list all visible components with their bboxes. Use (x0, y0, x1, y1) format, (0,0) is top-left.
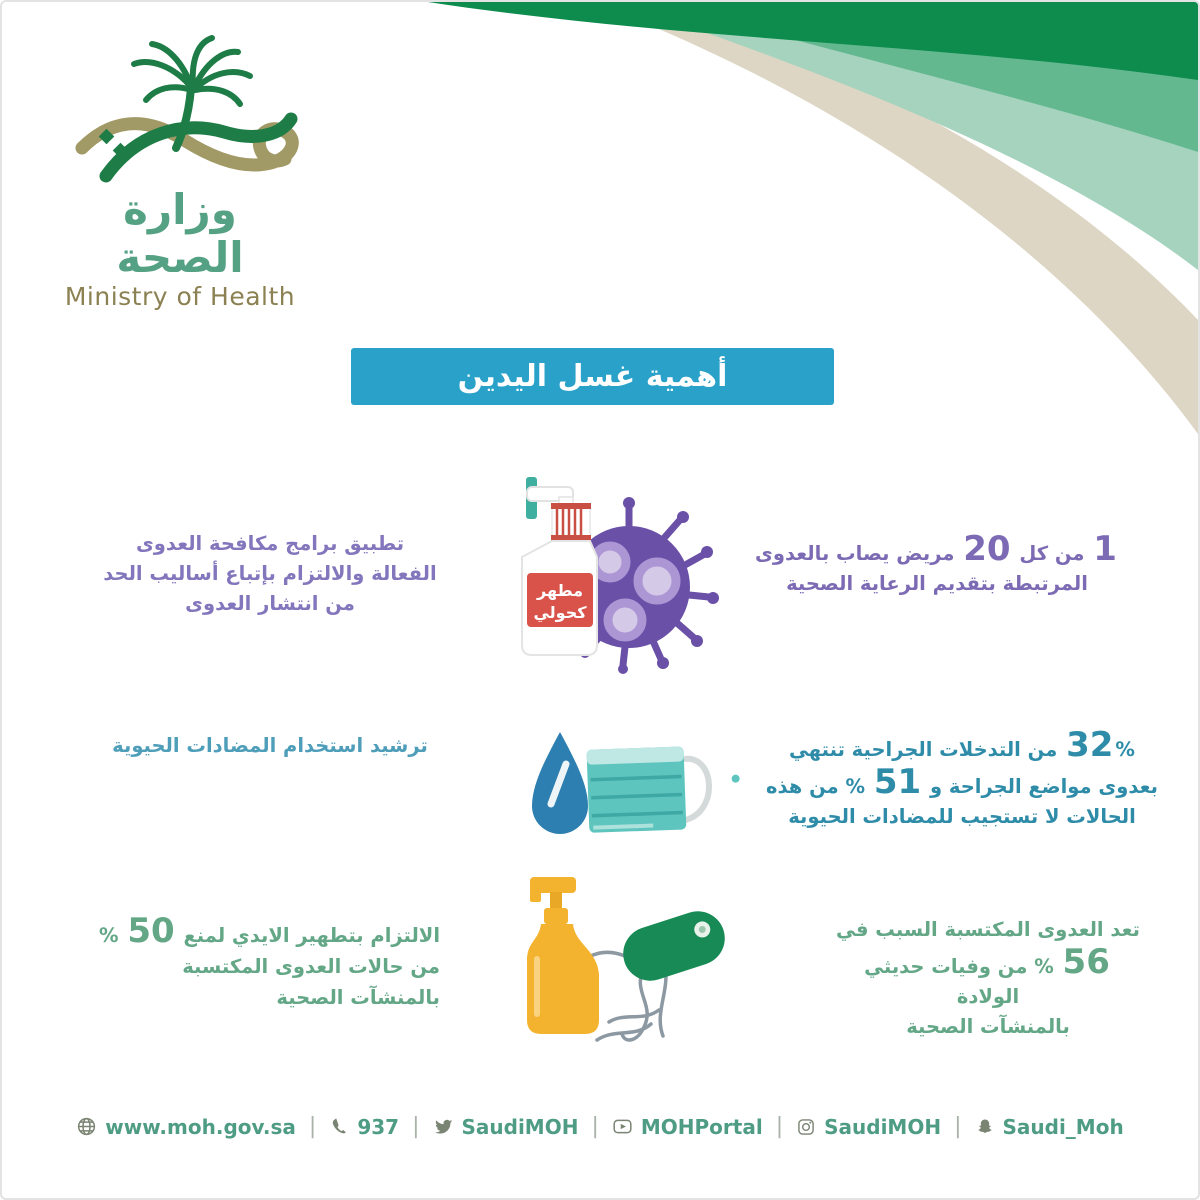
text-line (744, 569, 1130, 599)
footer-phone-label: 937 (357, 1114, 400, 1139)
twitter-icon (433, 1116, 454, 1137)
section1-left-text (94, 529, 446, 619)
footer-phone[interactable] (329, 1115, 399, 1139)
footer-contact-bar (2, 1114, 1198, 1139)
text-segment: تطبيق برامج مكافحة العدوى (135, 532, 405, 555)
text-segment: % من هذه (766, 775, 872, 798)
text-segment: ترشيد استخدام المضادات الحيوية (112, 734, 428, 757)
page-title: أهمية غسل اليدين (351, 348, 834, 405)
text-segment: الحالات لا تستجيب للمضادات الحيوية (788, 805, 1136, 828)
text-line (94, 529, 446, 559)
instagram-icon (796, 1117, 816, 1137)
bottle-label-line1: مطهر (536, 581, 584, 600)
section3-left-text (97, 911, 440, 1013)
sanitizer-bottle-and-virus-icon (497, 465, 737, 675)
statistic-number: 50 (127, 911, 175, 951)
text-line (832, 915, 1144, 945)
footer-twitter-label: SaudiMOH (461, 1114, 579, 1139)
moh-logo-mark (54, 28, 306, 186)
footer-youtube-label: MOHPortal (640, 1114, 763, 1139)
text-line (92, 731, 448, 761)
footer-snapchat[interactable] (975, 1115, 1124, 1139)
text-segment: بالمنشآت الصحية (276, 986, 440, 1009)
section3-right-text (832, 915, 1144, 1042)
text-segment: من انتشار العدوى (185, 592, 355, 615)
text-segment: % (99, 924, 126, 947)
section2-left-text (92, 731, 448, 761)
text-segment: من كل (1012, 542, 1092, 565)
footer-separator: | (954, 1114, 962, 1139)
text-segment: الفعالة والالتزام بإتباع أساليب الحد (103, 562, 437, 585)
text-line (94, 559, 446, 589)
text-segment: مريض يصاب بالعدوى (755, 542, 962, 565)
text-segment: تعد العدوى المكتسبة السبب في (836, 918, 1140, 941)
water-drop-and-face-mask-icon (520, 716, 750, 850)
footer-instagram-label: SaudiMOH (824, 1114, 942, 1139)
text-line (832, 1012, 1144, 1042)
water-drop-icon (532, 732, 588, 834)
soap-pump-bottle-icon (527, 877, 599, 1034)
text-line (97, 951, 440, 982)
face-mask-icon (587, 745, 742, 833)
text-line (97, 982, 440, 1013)
text-segment: % من وفيات حديثي الولادة (864, 955, 1061, 1008)
logo-title-arabic: وزارة الصحة (116, 185, 244, 282)
footer-twitter[interactable] (433, 1115, 579, 1139)
text-segment: % من التدخلات الجراحية تنتهي (789, 738, 1135, 761)
youtube-icon (612, 1116, 633, 1137)
text-line (97, 911, 440, 951)
soap-pump-and-bacterium-icon (497, 864, 767, 1064)
moh-logo (54, 28, 306, 312)
footer-snapchat-label: Saudi_Moh (1002, 1114, 1124, 1139)
statistic-number: 51 (873, 762, 922, 802)
section2-right-text (747, 725, 1177, 832)
section1-right-text (744, 529, 1130, 599)
phone-icon (329, 1117, 349, 1137)
statistic-number: 20 (963, 529, 1011, 569)
footer-youtube[interactable] (612, 1115, 763, 1139)
text-segment: بالمنشآت الصحية (906, 1015, 1070, 1038)
text-segment: المرتبطة بتقديم الرعاية الصحية (786, 572, 1088, 595)
statistic-number: 32 (1066, 725, 1114, 765)
statistic-number: 1 (1093, 529, 1117, 569)
footer-website[interactable] (76, 1115, 296, 1139)
text-line (747, 762, 1177, 802)
footer-instagram[interactable] (796, 1115, 941, 1139)
footer-separator: | (412, 1114, 420, 1139)
bottle-label-line2: كحولي (533, 603, 587, 622)
text-line (832, 942, 1144, 1012)
text-segment: الالتزام بتطهير الايدي لمنع (176, 924, 440, 947)
statistic-number: 56 (1062, 942, 1110, 982)
text-line (94, 589, 446, 619)
text-segment: من حالات العدوى المكتسبة (182, 955, 440, 978)
text-line (747, 802, 1177, 832)
footer-separator: | (308, 1114, 317, 1139)
text-line (747, 725, 1177, 765)
snapchat-icon (975, 1117, 995, 1137)
footer-separator: | (775, 1114, 784, 1139)
footer-website-label: www.moh.gov.sa (105, 1114, 296, 1139)
globe-icon (76, 1116, 97, 1137)
text-line (744, 529, 1130, 569)
footer-separator: | (591, 1114, 599, 1139)
logo-title-english: Ministry of Health (64, 282, 296, 311)
text-segment: بعدوى مواضع الجراحة و (923, 775, 1158, 798)
bacterium-icon (616, 904, 732, 987)
sanitizer-bottle-icon (522, 477, 597, 655)
